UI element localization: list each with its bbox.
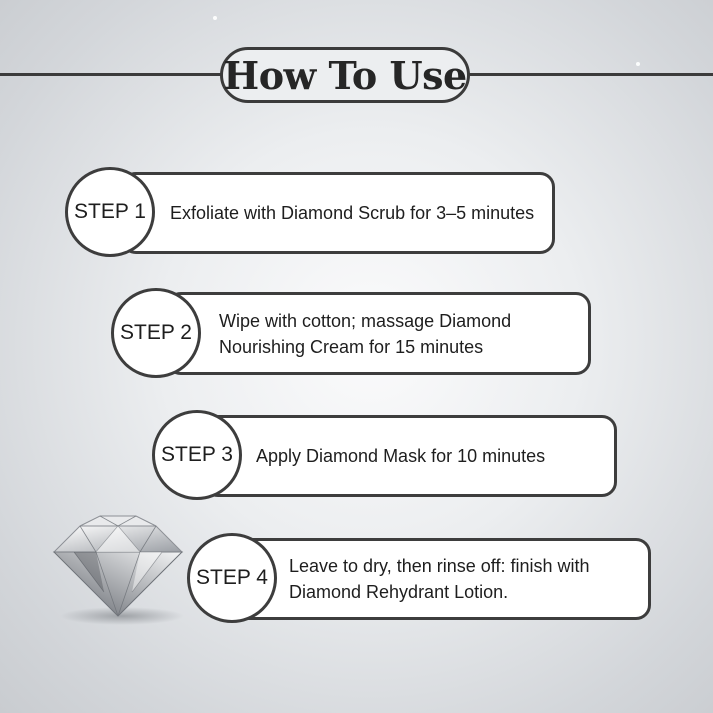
step-3-card bbox=[203, 415, 617, 497]
step-3-label: STEP 3 bbox=[161, 443, 233, 466]
page-title: How To Use bbox=[223, 52, 467, 98]
step-2-badge bbox=[111, 288, 201, 378]
sparkle bbox=[213, 16, 217, 20]
title-badge bbox=[220, 47, 470, 103]
diamond-gem-icon bbox=[44, 512, 192, 628]
step-1-text: Exfoliate with Diamond Scrub for 3–5 minutes bbox=[170, 203, 535, 223]
step-4-label: STEP 4 bbox=[196, 566, 268, 589]
step-2-text: Wipe with cotton; massage Diamond Nourishing Cream for 15 minutes bbox=[219, 310, 512, 357]
sparkle bbox=[636, 62, 640, 66]
step-3-badge bbox=[152, 410, 242, 500]
step-4-badge bbox=[187, 533, 277, 623]
step-1-label: STEP 1 bbox=[74, 200, 146, 223]
step-2-label: STEP 2 bbox=[120, 321, 192, 344]
step-1-badge bbox=[65, 167, 155, 257]
step-4-card bbox=[234, 538, 651, 620]
step-4-text: Leave to dry, then rinse off: finish with Diamond Rehydrant Lotion. bbox=[289, 556, 590, 602]
step-3-text: Apply Diamond Mask for 10 minutes bbox=[256, 446, 546, 466]
step-1-card bbox=[121, 172, 555, 254]
step-2-card bbox=[166, 292, 591, 375]
